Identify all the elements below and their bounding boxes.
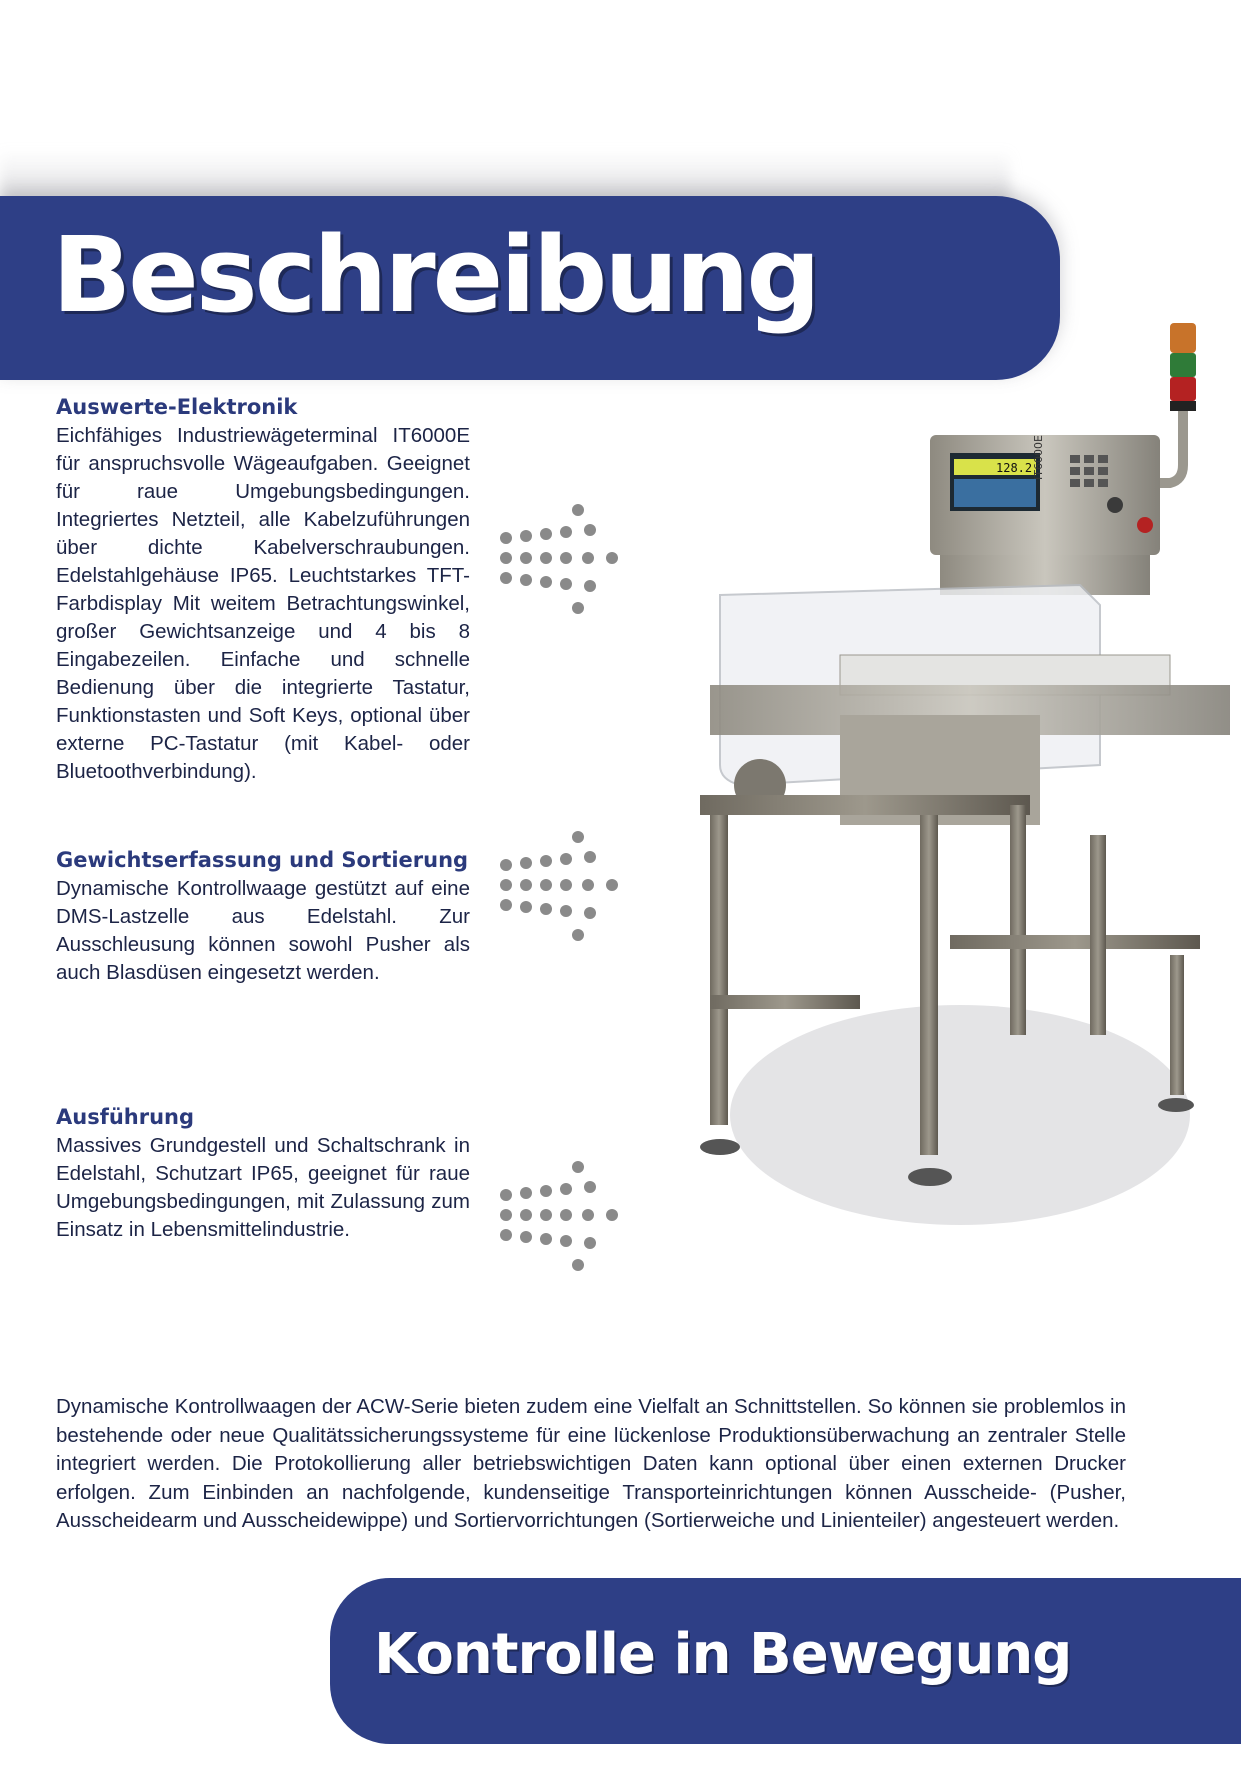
section-gewichtserfassung bbox=[56, 846, 470, 987]
section-body: Dynamische Kontrollwaage gestützt auf eine DMS-Lastzelle aus Edelstahl. Zur Ausschleusung können sowohl Pusher als auch Blasdüsen eingesetzt werden. bbox=[56, 877, 470, 984]
footer-banner bbox=[330, 1578, 1241, 1744]
terminal-label: IT6000E bbox=[1032, 435, 1045, 480]
section-heading: Ausführung bbox=[56, 1105, 195, 1129]
section-body: Eichfähiges Industriewägeterminal IT6000E für anspruchsvolle Wägeaufgaben. Geeignet für raue Umgebungsbedingungen. Integriertes Netzteil, alle Kabelzuführungen über dichte Kabelverschraubungen. Edelstahlgehäuse IP65. Leuchtstarkes TFT-Farbdisplay Mit weitem Betrachtungswinkel, großer Gewichtsanzeige und 4 bis 8 Eingabezeilen. Einfache und schnelle Bedienung über die integrierte Tastatur, Funktionstasten und Soft Keys, optional über externe PC-Tastatur (mit Kabel- oder Bluetoothverbindung). bbox=[56, 424, 470, 783]
section-ausfuehrung bbox=[56, 1103, 470, 1244]
dot-arrow-ornament bbox=[496, 1157, 646, 1277]
conveyor-with-guard bbox=[710, 585, 1230, 825]
display-reading: 128.2 bbox=[996, 461, 1033, 475]
dot-arrow-ornament bbox=[496, 500, 646, 620]
section-heading: Auswerte-Elektronik bbox=[56, 395, 298, 419]
checkweigher-machine-image bbox=[690, 315, 1241, 1400]
page-title: Beschreibung bbox=[52, 214, 818, 336]
weighing-terminal bbox=[930, 435, 1160, 595]
slogan: Kontrolle in Bewegung bbox=[374, 1622, 1072, 1687]
section-body: Massives Grundgestell und Schaltschrank in Edelstahl, Schutzart IP65, geeignet für raue Umgebungsbedingungen, mit Zulassung zum Einsatz in Lebensmittelindustrie. bbox=[56, 1134, 470, 1241]
floor-shadow bbox=[730, 1005, 1190, 1225]
dot-arrow-ornament bbox=[496, 827, 646, 947]
summary-paragraph: Dynamische Kontrollwaagen der ACW-Serie bieten zudem eine Vielfalt an Schnittstellen. So können sie problemlos in bestehende oder neue Qualitätssicherungssysteme für eine lückenlose Produktionsüberwachung an zentraler Stelle integriert werden. Die Protokollierung aller betriebswichtigen Daten kann optional über einen externen Drucker erfolgen. Zum Einbinden an nachfolgende, kundenseitige Transporteinrichtungen können Ausscheide- (Pusher, Ausscheidearm und Ausscheidewippe) und Sortiervorrichtungen (Sortierweiche und Linienteiler) angesteuert werden. bbox=[56, 1395, 1126, 1532]
signal-tower bbox=[1160, 323, 1196, 483]
section-auswerte-elektronik bbox=[56, 393, 470, 786]
section-heading: Gewichtserfassung und Sortierung bbox=[56, 848, 469, 872]
